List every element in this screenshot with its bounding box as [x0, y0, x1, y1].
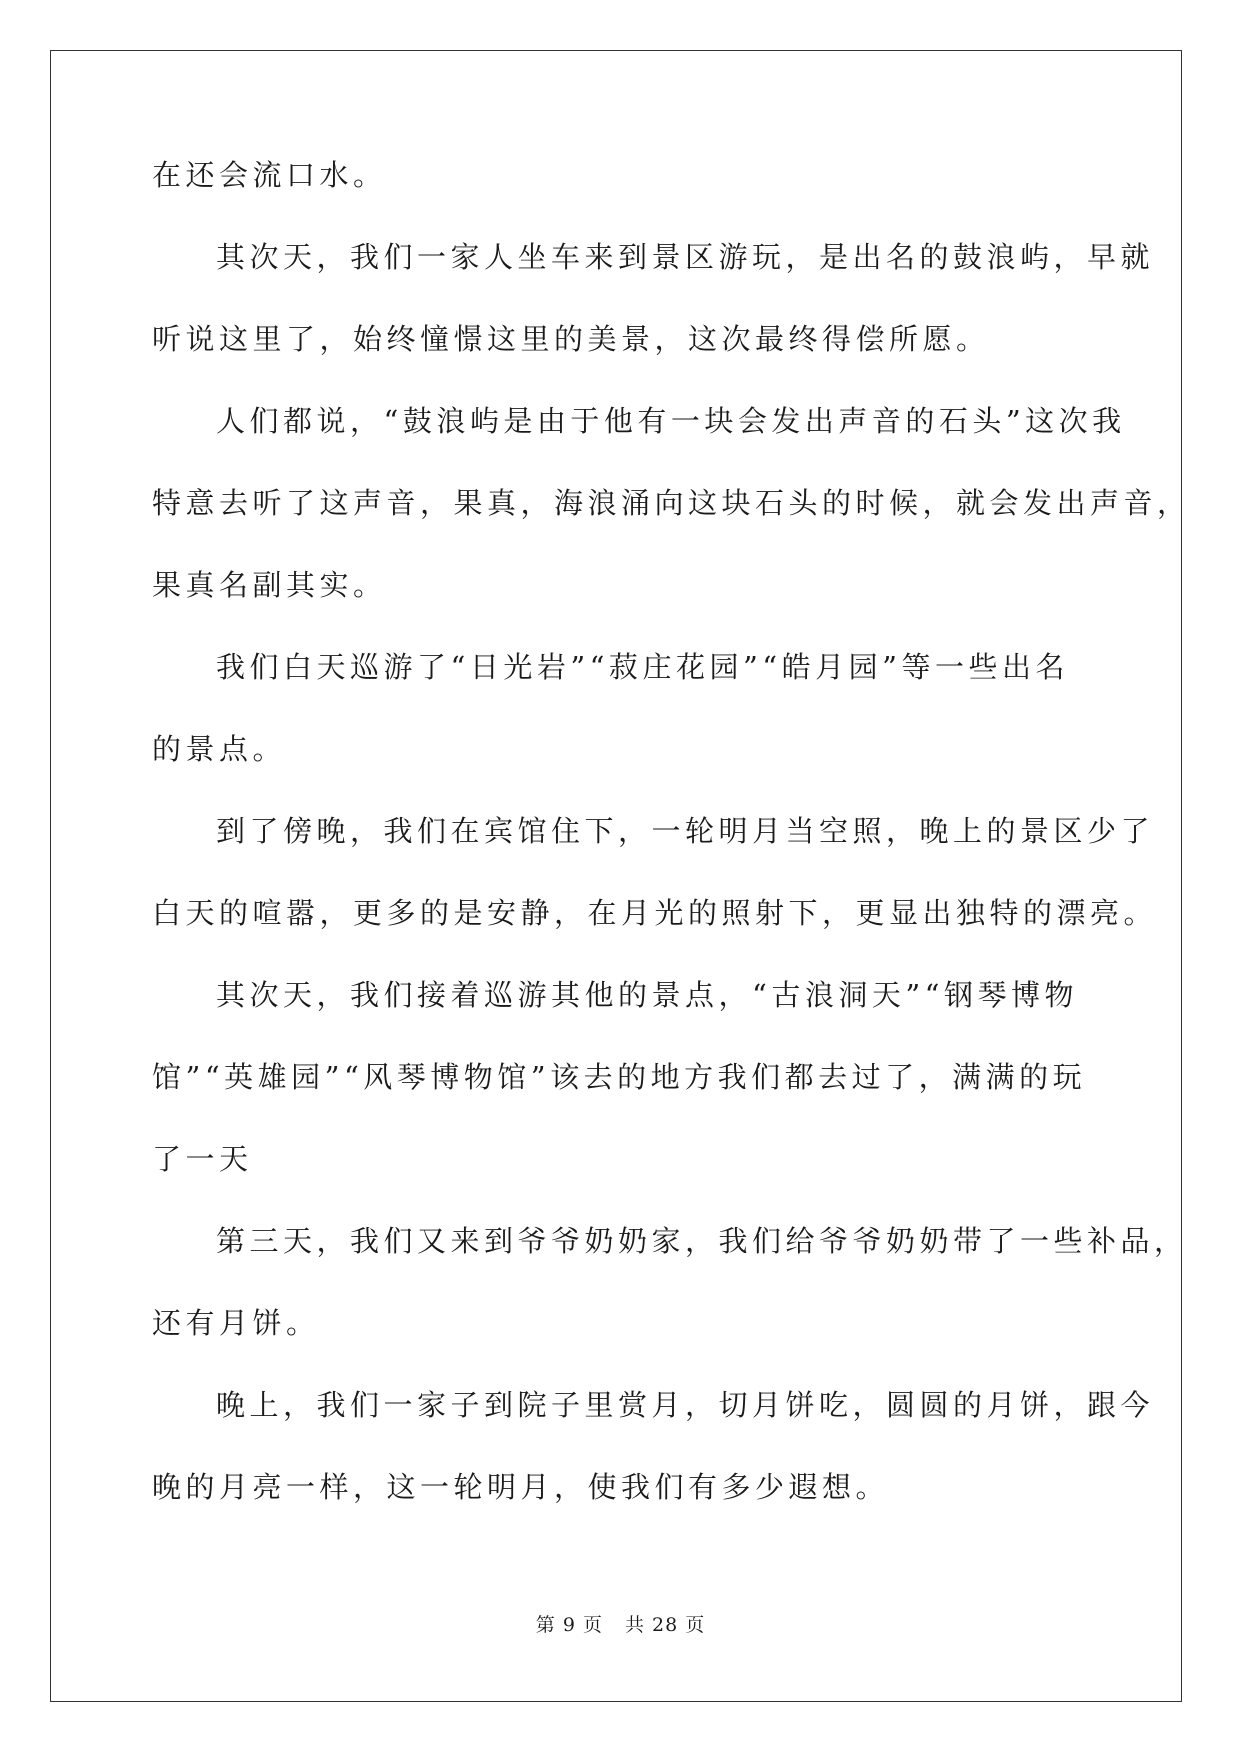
- text-line: 还有月饼。: [152, 1306, 320, 1340]
- text-line: 晚上，我们一家子到院子里赏月，切月饼吃，圆圆的月饼，跟今: [216, 1388, 1155, 1422]
- text-line: 特意去听了这声音，果真，海浪涌向这块石头的时候，就会发出声音，: [152, 486, 1191, 520]
- text-line: 到了傍晚，我们在宾馆住下，一轮明月当空照，晚上的景区少了: [216, 814, 1155, 848]
- text-line: 我们白天巡游了“日光岩”“菽庄花园”“皓月园”等一些出名: [216, 650, 1069, 684]
- text-line: 果真名副其实。: [152, 568, 387, 602]
- text-line: 晚的月亮一样，这一轮明月，使我们有多少遐想。: [152, 1470, 890, 1504]
- page-number: 第 9 页: [535, 1614, 603, 1636]
- text-line: 白天的喧嚣，更多的是安静，在月光的照射下，更显出独特的漂亮。: [152, 896, 1158, 930]
- text-line: 其次天，我们接着巡游其他的景点，“古浪洞天”“钢琴博物: [216, 978, 1078, 1012]
- text-line: 人们都说，“鼓浪屿是由于他有一块会发出声音的石头”这次我: [216, 404, 1126, 438]
- text-line: 其次天，我们一家人坐车来到景区游玩，是出名的鼓浪屿，早就: [216, 240, 1155, 274]
- text-line: 在还会流口水。: [152, 158, 387, 192]
- page-footer: [0, 1610, 1241, 1637]
- page-total: 共 28 页: [624, 1614, 706, 1636]
- text-line: 的景点。: [152, 732, 287, 766]
- text-line: 第三天，我们又来到爷爷奶奶家，我们给爷爷奶奶带了一些补品，: [216, 1224, 1188, 1258]
- text-line: 馆”“英雄园”“风琴博物馆”该去的地方我们都去过了，满满的玩: [152, 1060, 1087, 1094]
- text-line: 听说这里了，始终憧憬这里的美景，这次最终得偿所愿。: [152, 322, 990, 356]
- document-body: [152, 158, 1191, 1554]
- text-line: 了一天: [152, 1142, 253, 1176]
